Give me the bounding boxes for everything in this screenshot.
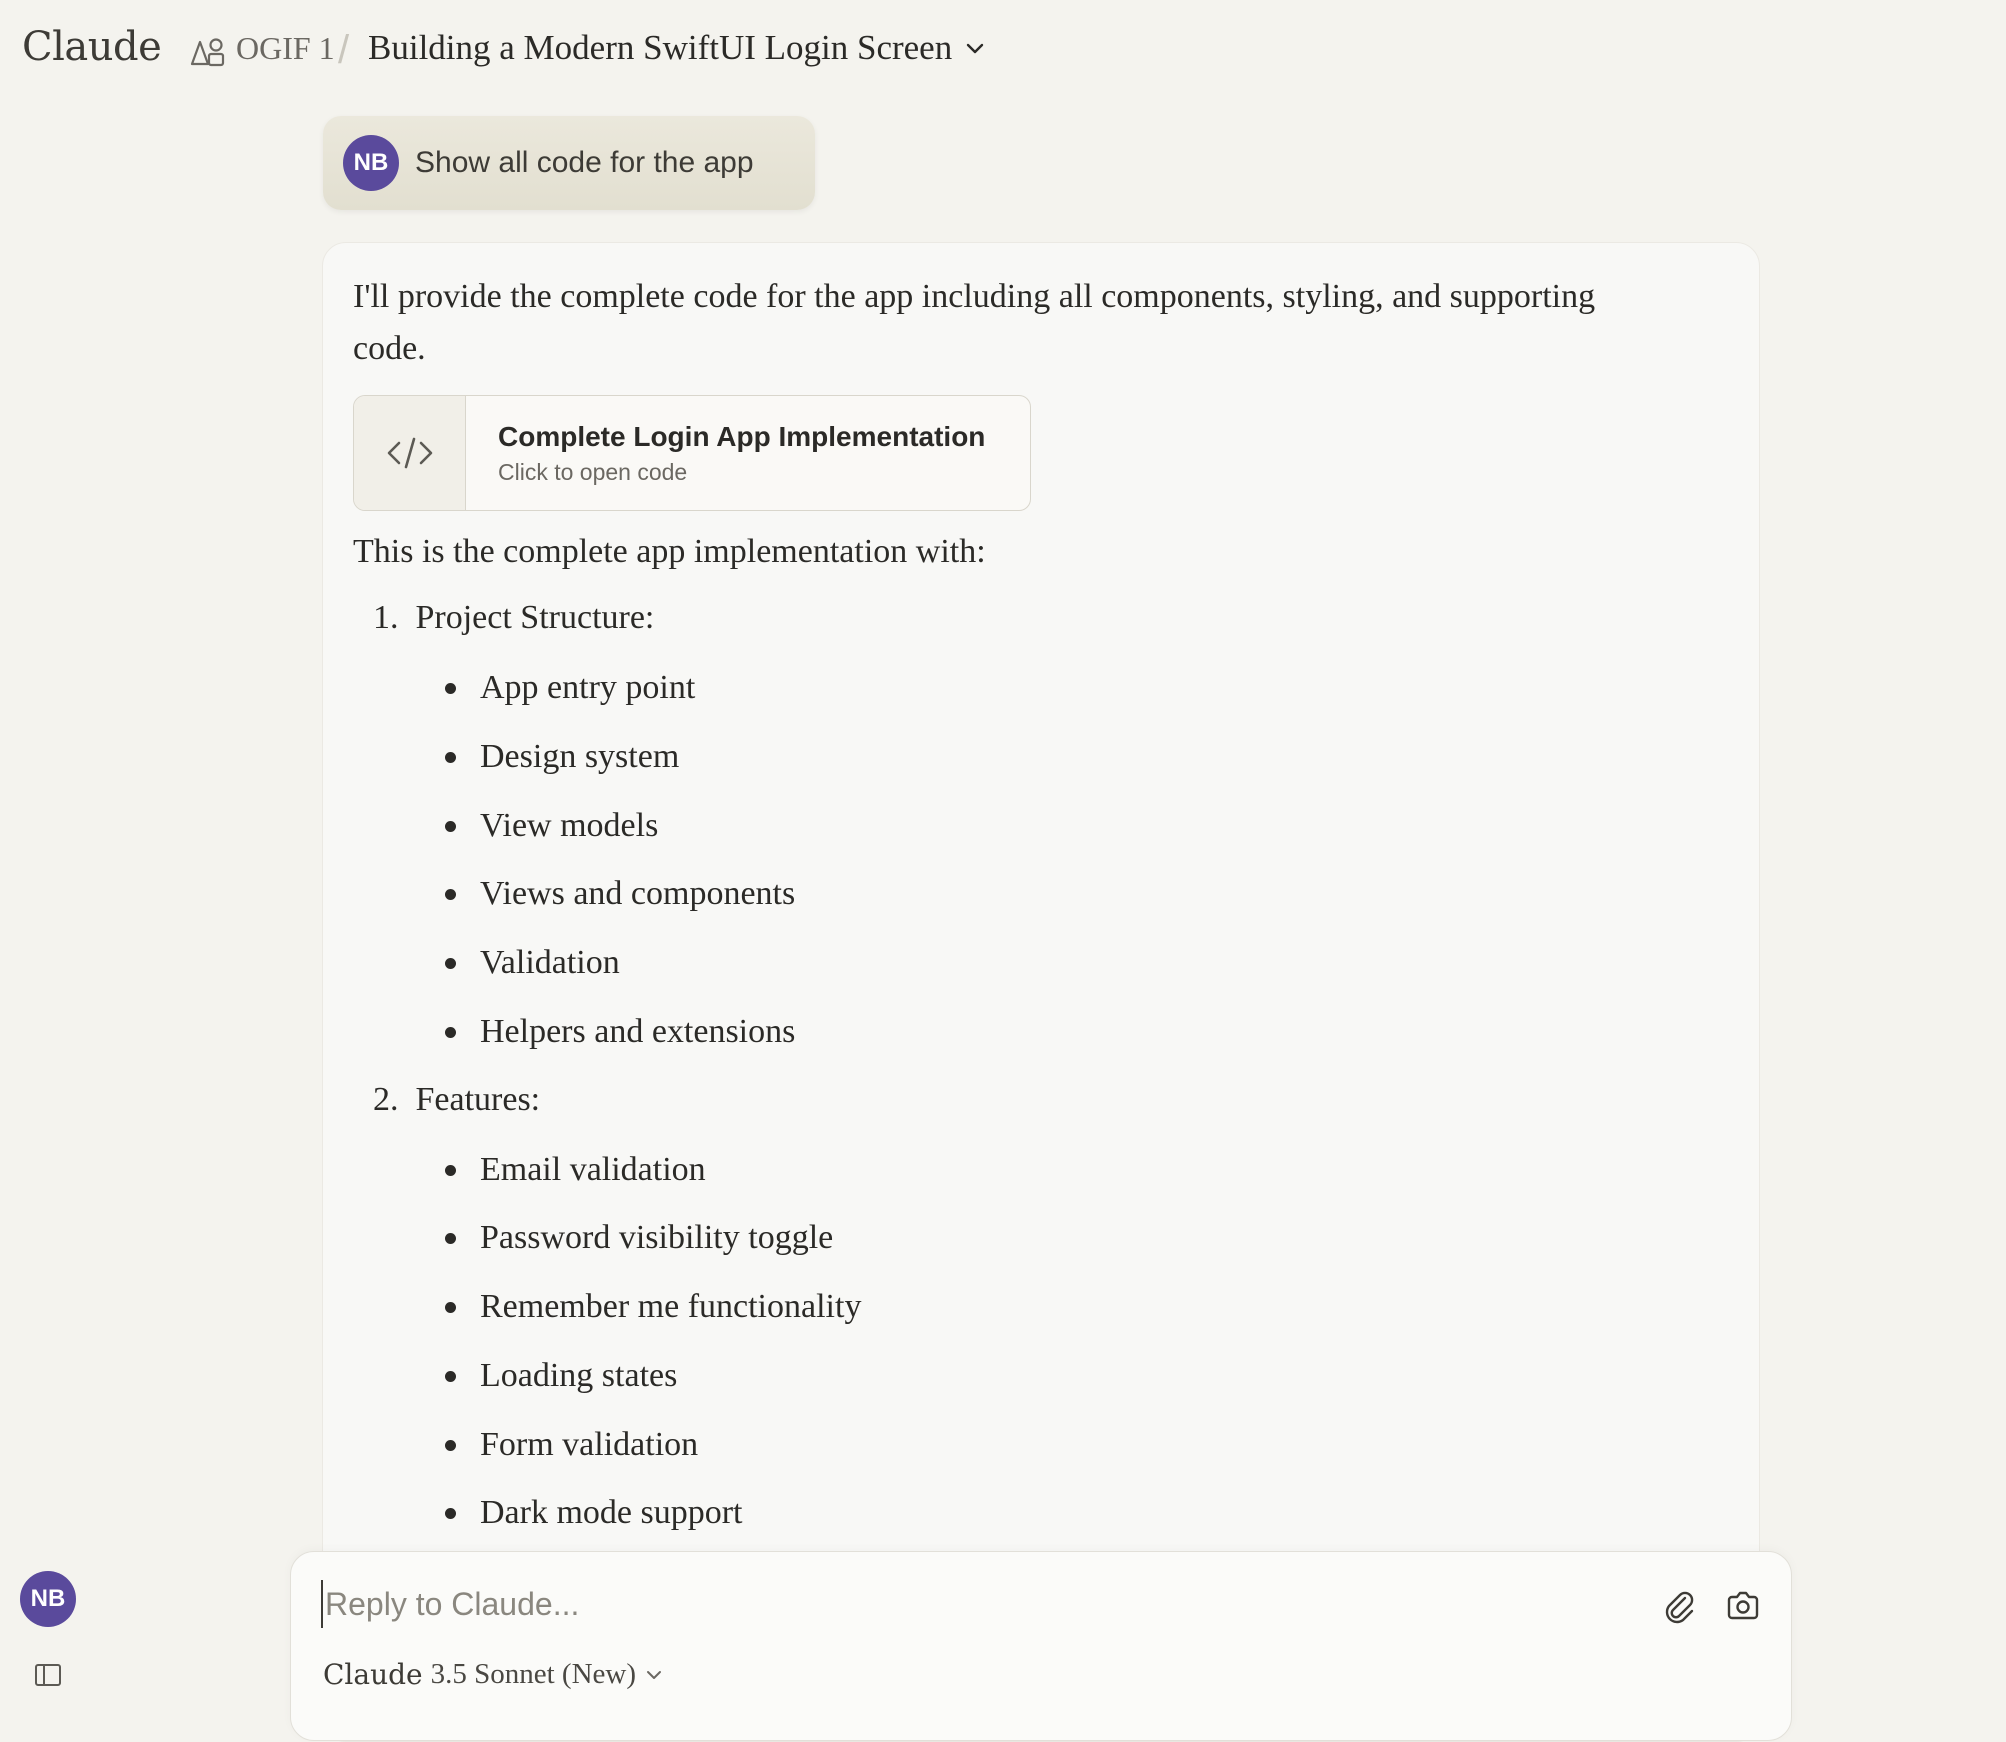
user-message xyxy=(323,116,815,210)
list-item: App entry point xyxy=(445,669,695,707)
paperclip-icon[interactable] xyxy=(1661,1588,1697,1624)
project-name-link[interactable]: OGIF 1 xyxy=(236,30,335,66)
list-item: Form validation xyxy=(445,1426,698,1464)
section-title: Features: xyxy=(415,1081,541,1118)
artifact-subtitle: Click to open code xyxy=(498,458,688,485)
sidebar-toggle-icon[interactable] xyxy=(34,1663,62,1687)
section-number: 1. xyxy=(373,599,399,636)
model-selector[interactable] xyxy=(323,1658,664,1691)
user-message-text: Show all code for the app xyxy=(415,146,754,179)
section-number: 2. xyxy=(373,1081,399,1118)
model-name: 3.5 Sonnet (New) xyxy=(430,1658,636,1690)
chat-title: Building a Modern SwiftUI Login Screen xyxy=(368,28,953,67)
list-item: Validation xyxy=(445,944,620,982)
code-icon xyxy=(385,433,435,473)
top-bar xyxy=(0,0,2006,104)
section-title: Project Structure: xyxy=(415,599,655,636)
camera-icon[interactable] xyxy=(1725,1588,1761,1624)
list-item: Email validation xyxy=(445,1151,706,1189)
list-item: Helpers and extensions xyxy=(445,1013,795,1051)
chevron-down-icon xyxy=(644,1665,664,1685)
section-heading xyxy=(373,599,654,637)
model-brand: Claude xyxy=(323,1658,423,1691)
section-heading xyxy=(373,1081,540,1119)
shapes-person-icon[interactable] xyxy=(188,34,226,70)
user-avatar: NB xyxy=(343,135,399,191)
breadcrumb-separator: / xyxy=(338,28,350,72)
list-item: Views and components xyxy=(445,875,795,913)
assistant-intro: I'll provide the complete code for the app including all components, styling, and supporting code. xyxy=(353,278,1596,367)
list-item: Design system xyxy=(445,738,679,776)
chevron-down-icon xyxy=(964,37,986,59)
claude-logo[interactable]: Claude xyxy=(22,24,162,70)
reply-composer xyxy=(290,1551,1792,1741)
list-item: Dark mode support xyxy=(445,1494,743,1532)
list-item: Remember me functionality xyxy=(445,1288,861,1326)
list-item: Loading states xyxy=(445,1357,677,1395)
list-item: Password visibility toggle xyxy=(445,1219,833,1257)
chat-title-dropdown[interactable] xyxy=(368,28,986,68)
assistant-summary: This is the complete app implementation with: xyxy=(353,533,986,570)
reply-input[interactable] xyxy=(321,1580,1621,1628)
list-item: View models xyxy=(445,807,658,845)
assistant-message xyxy=(322,242,1760,1742)
artifact-title: Complete Login App Implementation xyxy=(498,420,986,452)
account-avatar[interactable]: NB xyxy=(20,1571,76,1627)
artifact-card[interactable] xyxy=(353,395,1031,511)
artifact-icon-box xyxy=(354,396,466,510)
